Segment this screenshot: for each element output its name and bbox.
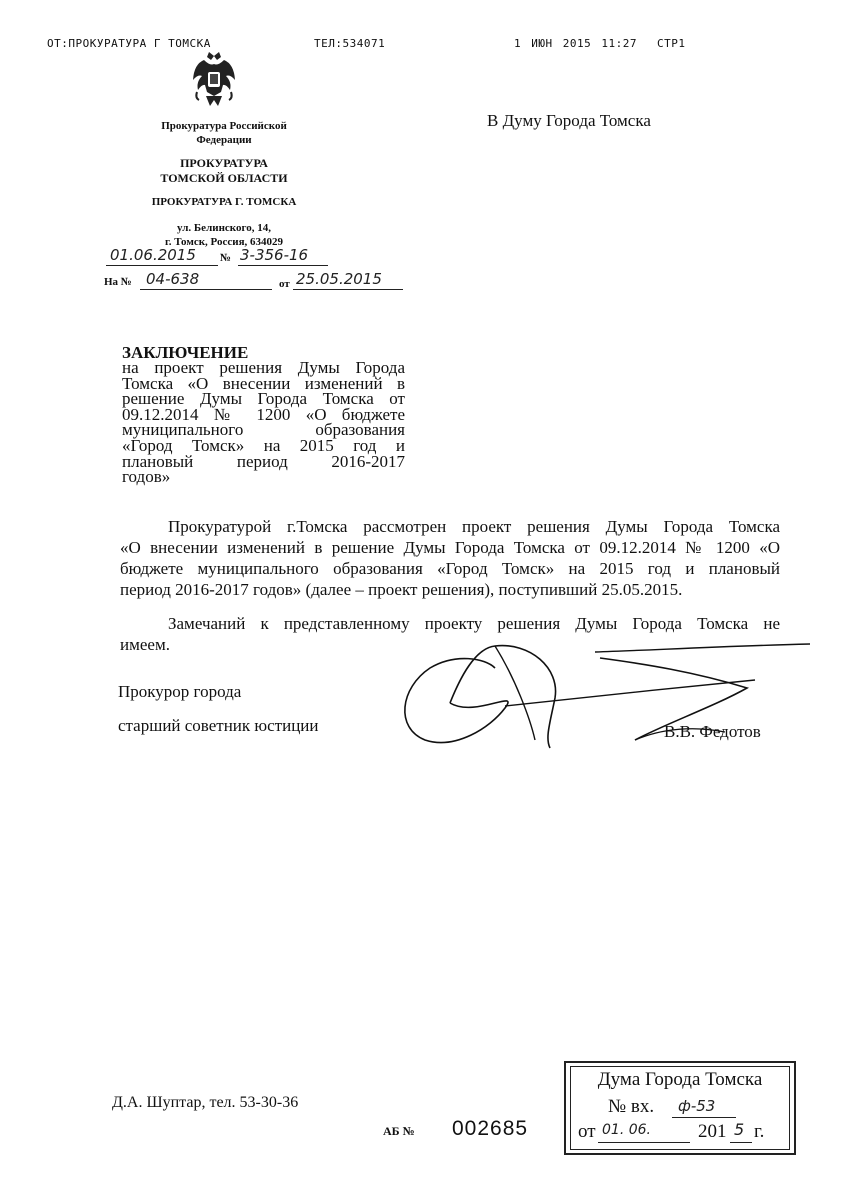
conclusion-line: годов» bbox=[122, 467, 171, 487]
letterhead-address-1: ул. Белинского, 14, bbox=[177, 222, 271, 234]
letterhead-address-2: г. Томск, Россия, 634029 bbox=[164, 236, 284, 248]
stamp-date-label: от bbox=[578, 1121, 596, 1142]
addressee: В Думу Города Томска bbox=[487, 111, 651, 130]
letterhead-org-region-1: ПРОКУРАТУРА bbox=[180, 156, 268, 170]
signer-position-2: старший советник юстиции bbox=[118, 716, 319, 735]
form-series-number: 002685 bbox=[452, 1117, 529, 1140]
stamp-in-label: № вх. bbox=[608, 1096, 655, 1117]
conclusion-line: на проект решения Думы Города bbox=[122, 358, 405, 377]
letterhead-org-region-2: ТОМСКОЙ ОБЛАСТИ bbox=[160, 171, 288, 185]
conclusion-line: плановый период 2016-2017 bbox=[122, 451, 405, 471]
stamp-year-end: г. bbox=[754, 1121, 765, 1142]
body-paragraph-1 bbox=[120, 516, 780, 600]
conclusion-line: 09.12.2014 № 1200 «О бюджете bbox=[122, 404, 405, 424]
signer-name: В.В. Федотов bbox=[664, 722, 761, 741]
incoming-stamp bbox=[564, 1061, 796, 1155]
fax-page: СТР1 bbox=[657, 37, 686, 50]
coat-of-arms-emblem bbox=[190, 50, 238, 110]
body-line: имеем. bbox=[120, 635, 170, 654]
ref-date: 25.05.2015 bbox=[296, 270, 382, 288]
body-line: «О внесении изменений в решение Думы Города Томска от 09.12.2014 № 1200 «О bbox=[120, 538, 780, 557]
conclusion-title: ЗАКЛЮЧЕНИЕ bbox=[122, 343, 249, 362]
conclusion-line: Томска «О внесении изменений в bbox=[122, 373, 405, 393]
form-series-label: АБ № bbox=[383, 1124, 415, 1138]
stamp-date-day-month: 01. 06. bbox=[602, 1122, 651, 1138]
conclusion-line: решение Думы Города Томска от bbox=[122, 389, 405, 409]
ref-number: 04-638 bbox=[146, 270, 200, 288]
stamp-title: Дума Города Томска bbox=[597, 1069, 763, 1090]
body-line: Замечаний к представленному проекту решения Думы Города Томска не bbox=[168, 614, 780, 633]
outgoing-date: 01.06.2015 bbox=[110, 246, 196, 264]
signer-position-1: Прокурор города bbox=[118, 682, 242, 701]
fax-datetime: 1 ИЮН 2015 11:27 bbox=[514, 37, 637, 50]
fax-phone: ТЕЛ:534071 bbox=[314, 37, 386, 50]
stamp-in-number: ф-53 bbox=[678, 1097, 716, 1115]
body-line: период 2016-2017 годов» (далее – проект решения), поступивший 25.05.2015. bbox=[120, 580, 683, 599]
conclusion-subject bbox=[122, 360, 405, 485]
outgoing-no-sign: № bbox=[220, 252, 232, 264]
stamp-year-prefix: 201 bbox=[698, 1121, 727, 1142]
body-line: Прокуратурой г.Томска рассмотрен проект решения Думы Города Томска bbox=[168, 517, 780, 536]
outgoing-number: 3-356-16 bbox=[240, 246, 309, 264]
conclusion-line: «Город Томск» на 2015 год и bbox=[122, 435, 405, 455]
ref-from-label: от bbox=[279, 278, 290, 290]
executor-info: Д.А. Шуптар, тел. 53-30-36 bbox=[112, 1094, 299, 1111]
letterhead-org-rf: Прокуратура Российской Федерации bbox=[161, 120, 287, 146]
conclusion-line: муниципального образования bbox=[122, 420, 405, 440]
fax-sender: ОТ:ПРОКУРАТУРА Г ТОМСКА bbox=[47, 37, 211, 50]
stamp-year-suffix: 5 bbox=[734, 1120, 745, 1139]
body-line: бюджете муниципального образования «Город Томск» на 2015 год и плановый bbox=[120, 559, 780, 578]
letterhead-org-city: ПРОКУРАТУРА Г. ТОМСКА bbox=[151, 196, 297, 208]
ref-label: На № bbox=[104, 276, 132, 288]
handwritten-signature bbox=[395, 628, 815, 753]
